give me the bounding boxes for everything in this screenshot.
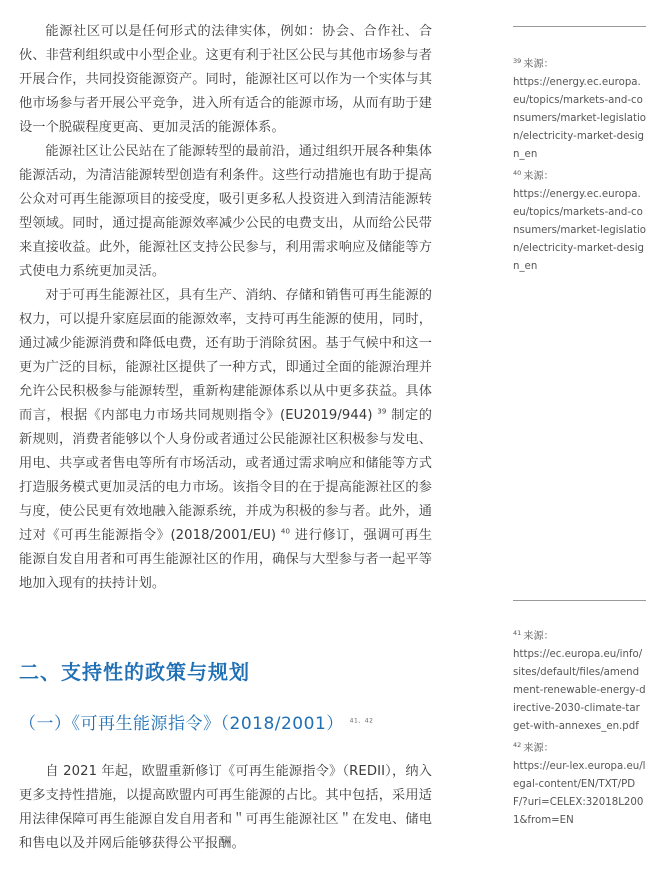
footnote-number: 41: [513, 628, 522, 637]
section-heading: 二、支持性的政策与规划: [19, 660, 250, 684]
footnote-url-link[interactable]: https://ec.europa.eu/info/sites/default/files/amendment-renewable-energy-directive-2030-climate-target-with-annexes_en.pdf: [513, 649, 646, 732]
footnote-number: 40: [513, 168, 522, 177]
footnote-40: [513, 168, 646, 276]
footnote-41: [513, 628, 646, 736]
sidebar-notes-top: [513, 56, 646, 276]
footnote-url-link[interactable]: https://energy.ec.europa.eu/topics/markets-and-consumers/market-legislation/electricity-market-design_en: [513, 77, 647, 160]
subsection-heading: [19, 709, 373, 734]
subsection-heading-text: （一）《可再生能源指令》（2018/2001）: [19, 714, 344, 734]
footnote-42: [513, 740, 646, 830]
paragraph-4: 自 2021 年起，欧盟重新修订《可再生能源指令》（REDII），纳入更多支持性措施，以提高欧盟内可再生能源的占比。其中包括，采用适用法律保障可再生能源自发自用者和＂可再生能源社区＂在发电、储电和售电以及并网后能够获得公平报酬。: [19, 764, 432, 851]
footnote-39: [513, 56, 646, 164]
paragraph-2: 能源社区让公民站在了能源转型的最前沿，通过组织开展各种集体能源活动，为清洁能源转型创造有利条件。这些行动措施也有助于提高公众对可再生能源项目的接受度，吸引更多私人投资进入到清洁能源转型领域。同时，通过提高能源效率减少公民的电费支出，从而给公民带来直接收益。此外，能源社区支持公民参与，利用需求响应及储能等方式使电力系统更加灵活。: [19, 144, 432, 279]
footnote-label: 来源：: [523, 59, 554, 70]
footnote-url-link[interactable]: https://energy.ec.europa.eu/topics/markets-and-consumers/market-legislation/electricity-market-design_en: [513, 189, 647, 272]
paragraph-1: 能源社区可以是任何形式的法律实体，例如：协会、合作社、合伙、非营利组织或中小型企业。这更有利于社区公民与其他市场参与者开展合作，共同投资能源资产。同时，能源社区可以作为一个实体与其他市场参与者开展公平竞争，进入所有适合的能源市场，从而有助于建设一个脱碳程度更高、更加灵活的能源体系。: [19, 24, 432, 135]
paragraph-3-part-b: 制定的新规则，消费者能够以个人身份或者通过公民能源社区积极参与发电、用电、共享或者售电等所有市场活动，或者通过需求响应和储能等方式打造服务模式更加灵活的电力市场。该指令目的在于提高能源社区的参与度，使公民更有效地融入能源系统，并成为积极的参与者。此外，通过对《可再生能源指令》(2018/2001/EU): [19, 408, 432, 543]
footnote-number: 39: [513, 56, 522, 65]
footnote-number: 42: [513, 740, 522, 749]
sidebar-divider-top: [513, 26, 646, 27]
footnote-label: 来源：: [523, 171, 554, 182]
footnote-ref-41-42[interactable]: 41、42: [349, 717, 374, 725]
paragraph-3-part-c: 进行修订，强调可再生能源自发自用者和可再生能源社区的作用，确保与大型参与者一起平等地加入现有的扶持计划。: [19, 528, 433, 591]
footnote-ref-40[interactable]: 40: [280, 527, 291, 536]
sidebar-divider-bottom: [513, 600, 646, 601]
footnote-label: 来源：: [523, 743, 554, 754]
footnote-url-link[interactable]: https://eur-lex.europa.eu/legal-content/EN/TXT/PDF/?uri=CELEX:32018L2001&from=EN: [513, 761, 646, 826]
footnote-label: 来源：: [523, 631, 554, 642]
paragraph-3: [19, 284, 432, 596]
sidebar-notes-bottom: [513, 628, 646, 830]
footnote-ref-39[interactable]: 39: [377, 407, 387, 416]
paragraph-3-part-a: 对于可再生能源社区，具有生产、消纳、存储和销售可再生能源的权力，可以提升家庭层面的能源效率，支持可再生能源的使用，同时，通过减少能源消费和降低电费，还有助于消除贫困。基于气候中和这一更为广泛的目标，能源社区提供了一种方式，即通过全面的能源治理并允许公民积极参与能源转型，重新构建能源体系以从中更多获益。具体而言，根据《内部电力市场共同规则指令》(EU2019/944): [19, 288, 432, 423]
